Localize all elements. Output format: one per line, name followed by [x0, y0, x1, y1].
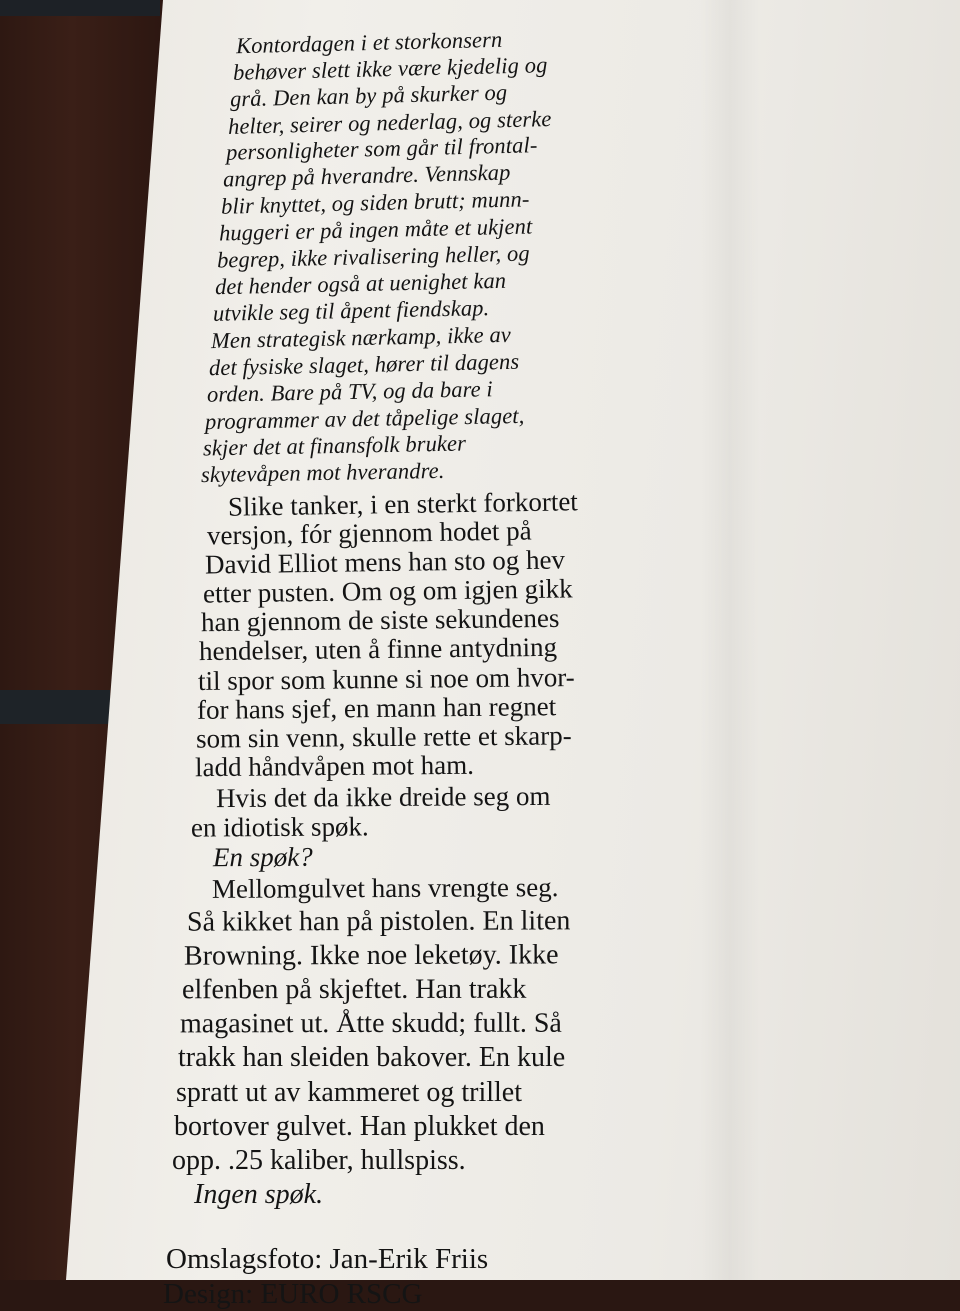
- body-line: versjon, fór gjennom hodet på: [206, 515, 532, 551]
- body-line: trakk han sleiden bakover. En kule: [178, 1042, 566, 1073]
- blurb-line: orden. Bare på TV, og da bare i: [206, 376, 494, 407]
- body-line: ladd håndvåpen mot ham.: [194, 749, 475, 783]
- blurb-line: begrep, ikke rivalisering heller, og: [216, 240, 530, 273]
- body-line: som sin venn, skulle rette et skarp-: [195, 720, 572, 754]
- body-line: Browning. Ikke noe leketøy. Ikke: [183, 939, 559, 972]
- body-line: en idiotisk spøk.: [190, 811, 369, 843]
- body-line: Så kikket han på pistolen. En liten: [186, 905, 571, 938]
- blurb-line: Kontordagen i et storkonsern: [235, 26, 503, 59]
- design-credit: Design: EURO RSCG: [163, 1278, 423, 1310]
- body-line: elfenben på skjeftet. Han trakk: [181, 973, 527, 1006]
- body-line: etter pusten. Om og om igjen gikk: [202, 573, 573, 609]
- body-line: til spor som kunne si noe om hvor-: [197, 662, 575, 696]
- blurb-line: grå. Den kan by på skurker og: [229, 79, 508, 112]
- blurb-line: huggeri er på ingen måte et ukjent: [218, 213, 533, 246]
- body-line: bortover gulvet. Han plukket den: [174, 1111, 545, 1142]
- cover-photo-credit: Omslagsfoto: Jan-Erik Friis: [166, 1243, 489, 1275]
- body-line: spratt ut av kammeret og trillet: [176, 1077, 523, 1108]
- blurb-line: skytevåpen mot hverandre.: [200, 457, 445, 488]
- blurb-line: utvikle seg til åpent fiendskap.: [212, 295, 490, 326]
- body-line: opp. .25 kaliber, hullspiss.: [172, 1145, 466, 1176]
- body-line: magasinet ut. Åtte skudd; fullt. Så: [179, 1007, 562, 1040]
- body-line: Slike tanker, i en sterkt forkortet: [227, 486, 579, 522]
- blurb-line: skjer det at finansfolk bruker: [202, 430, 467, 461]
- body-line: Hvis det da ikke dreide seg om: [215, 780, 551, 814]
- body-line: Mellomgulvet hans vrengte seg.: [211, 872, 559, 904]
- blurb-line: behøver slett ikke være kjedelig og: [232, 52, 548, 85]
- blurb-line: angrep på hverandre. Vennskap: [222, 159, 511, 192]
- blurb-line: Men strategisk nærkamp, ikke av: [210, 321, 512, 354]
- blurb-line: programmer av det tåpelige slaget,: [204, 402, 525, 435]
- blurb-line: det fysiske slaget, hører til dagens: [208, 348, 520, 381]
- body-line: han gjennom de siste sekundenes: [200, 602, 560, 638]
- body-line: for hans sjef, en mann han regnet: [196, 691, 557, 725]
- blurb-line: helter, seirer og nederlag, og sterke: [227, 106, 552, 139]
- body-line: David Elliot mens han sto og hev: [204, 544, 566, 580]
- body-line: En spøk?: [212, 841, 313, 873]
- blurb-line: personligheter som går til frontal-: [225, 132, 538, 165]
- body-line: hendelser, uten å finne antydning: [198, 631, 558, 667]
- blurb-line: blir knyttet, og siden brutt; munn-: [220, 186, 530, 219]
- body-line: Ingen spøk.: [194, 1179, 324, 1210]
- blurb-line: det hender også at uenighet kan: [214, 267, 507, 300]
